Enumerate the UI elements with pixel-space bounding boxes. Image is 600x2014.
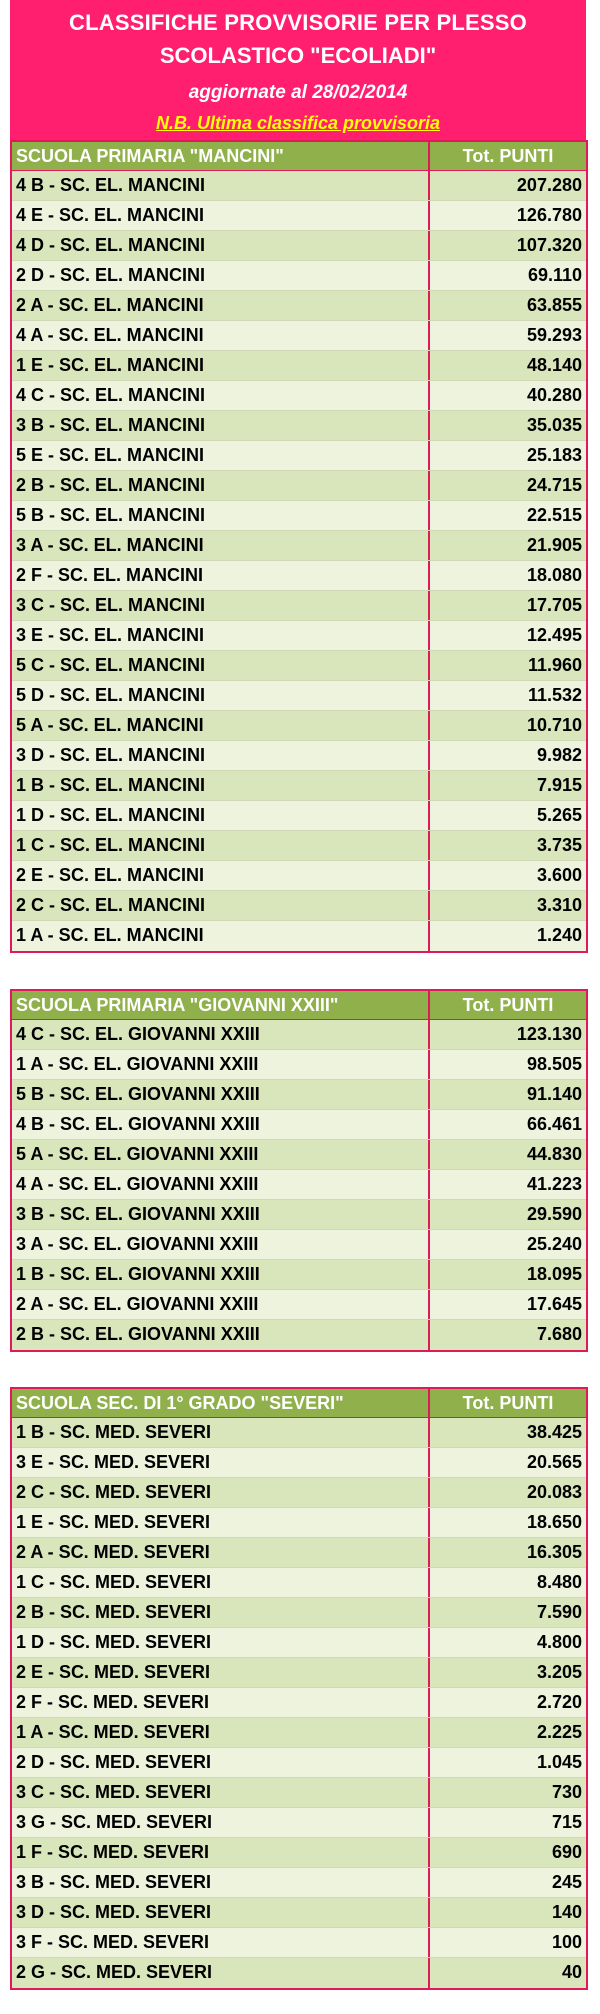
- table-giovanni-xxiii: [10, 989, 588, 1352]
- table-row: [12, 441, 586, 471]
- table-row: [12, 1170, 586, 1200]
- table-row: [12, 1050, 586, 1080]
- points-cell: 20.083: [526, 1482, 582, 1502]
- table-row: [12, 741, 586, 771]
- class-name-cell: 4 D - SC. EL. MANCINI: [12, 231, 430, 260]
- points-cell: 25.183: [526, 445, 582, 465]
- points-cell: 715: [551, 1812, 582, 1832]
- points-cell: 16.305: [526, 1542, 582, 1562]
- table-row: [12, 1320, 586, 1350]
- table-row: [12, 1748, 586, 1778]
- points-cell: 10.710: [526, 715, 582, 735]
- class-name-cell: 3 B - SC. EL. GIOVANNI XXIII: [12, 1200, 430, 1229]
- class-name-cell: 2 F - SC. EL. MANCINI: [12, 561, 430, 590]
- points-cell: 1.045: [536, 1752, 582, 1772]
- class-name-cell: 1 A - SC. MED. SEVERI: [12, 1718, 430, 1747]
- class-name-cell: 3 D - SC. MED. SEVERI: [12, 1898, 430, 1927]
- class-name-cell: 2 D - SC. EL. MANCINI: [12, 261, 430, 290]
- table-row: [12, 1928, 586, 1958]
- points-cell: 48.140: [526, 355, 582, 375]
- table-row: [12, 171, 586, 201]
- class-name-cell: 1 B - SC. EL. MANCINI: [12, 771, 430, 800]
- points-cell: 18.095: [526, 1264, 582, 1284]
- class-name-cell: 1 F - SC. MED. SEVERI: [12, 1838, 430, 1867]
- points-cell: 59.293: [526, 325, 582, 345]
- table-row: [12, 921, 586, 951]
- table-row: [12, 1020, 586, 1050]
- class-name-cell: 1 D - SC. MED. SEVERI: [12, 1628, 430, 1657]
- table-row: [12, 1478, 586, 1508]
- points-cell: 7.915: [536, 775, 582, 795]
- points-cell: 20.565: [526, 1452, 582, 1472]
- class-name-cell: 2 B - SC. EL. MANCINI: [12, 471, 430, 500]
- table-row: [12, 1628, 586, 1658]
- class-name-cell: 5 A - SC. EL. MANCINI: [12, 711, 430, 740]
- table-row: [12, 381, 586, 411]
- table-row: [12, 711, 586, 741]
- class-name-cell: 1 E - SC. MED. SEVERI: [12, 1508, 430, 1537]
- class-name-cell: 1 B - SC. EL. GIOVANNI XXIII: [12, 1260, 430, 1289]
- table-row: [12, 1080, 586, 1110]
- class-name-cell: 5 A - SC. EL. GIOVANNI XXIII: [12, 1140, 430, 1169]
- class-name-cell: 3 B - SC. EL. MANCINI: [12, 411, 430, 440]
- table-row: [12, 261, 586, 291]
- class-name-cell: 4 A - SC. EL. GIOVANNI XXIII: [12, 1170, 430, 1199]
- class-name-cell: 1 D - SC. EL. MANCINI: [12, 801, 430, 830]
- table-row: [12, 1140, 586, 1170]
- points-cell: 35.035: [526, 415, 582, 435]
- class-name-cell: 2 A - SC. MED. SEVERI: [12, 1538, 430, 1567]
- points-cell: 29.590: [526, 1204, 582, 1224]
- points-cell: 140: [551, 1902, 582, 1922]
- table-severi: [10, 1387, 588, 1990]
- class-name-cell: 5 D - SC. EL. MANCINI: [12, 681, 430, 710]
- points-cell: 38.425: [526, 1422, 582, 1442]
- table-row: [12, 411, 586, 441]
- class-name-cell: 2 B - SC. MED. SEVERI: [12, 1598, 430, 1627]
- class-name-cell: 2 A - SC. EL. GIOVANNI XXIII: [12, 1290, 430, 1319]
- class-name-cell: 3 B - SC. MED. SEVERI: [12, 1868, 430, 1897]
- table-row: [12, 1110, 586, 1140]
- class-name-cell: 3 C - SC. EL. MANCINI: [12, 591, 430, 620]
- table-row: [12, 1808, 586, 1838]
- points-cell: 18.650: [526, 1512, 582, 1532]
- points-cell: 11.960: [527, 655, 582, 675]
- points-cell: 17.705: [526, 595, 582, 615]
- class-name-cell: 2 C - SC. EL. MANCINI: [12, 891, 430, 920]
- table-row: [12, 1898, 586, 1928]
- column-header-points: Tot. PUNTI: [462, 146, 554, 166]
- points-cell: 63.855: [526, 295, 582, 315]
- class-name-cell: 3 F - SC. MED. SEVERI: [12, 1928, 430, 1957]
- column-header-points: Tot. PUNTI: [462, 1393, 554, 1413]
- table-row: [12, 1958, 586, 1988]
- class-name-cell: 2 G - SC. MED. SEVERI: [12, 1958, 430, 1988]
- class-name-cell: 3 D - SC. EL. MANCINI: [12, 741, 430, 770]
- class-name-cell: 5 B - SC. EL. MANCINI: [12, 501, 430, 530]
- points-cell: 1.240: [536, 925, 582, 945]
- column-header-points: Tot. PUNTI: [462, 995, 554, 1015]
- points-cell: 91.140: [526, 1084, 582, 1104]
- table-row: [12, 231, 586, 261]
- points-cell: 18.080: [526, 565, 582, 585]
- table-row: [12, 1868, 586, 1898]
- points-cell: 3.735: [536, 835, 582, 855]
- table-row: [12, 621, 586, 651]
- points-cell: 730: [551, 1782, 582, 1802]
- table-title: SCUOLA PRIMARIA "MANCINI": [12, 142, 430, 170]
- header-update-date: aggiornate al 28/02/2014: [188, 82, 408, 103]
- class-name-cell: 3 C - SC. MED. SEVERI: [12, 1778, 430, 1807]
- class-name-cell: 2 E - SC. EL. MANCINI: [12, 861, 430, 890]
- class-name-cell: 5 B - SC. EL. GIOVANNI XXIII: [12, 1080, 430, 1109]
- class-name-cell: 3 A - SC. EL. GIOVANNI XXIII: [12, 1230, 430, 1259]
- class-name-cell: 4 C - SC. EL. MANCINI: [12, 381, 430, 410]
- table-row: [12, 651, 586, 681]
- points-cell: 123.130: [516, 1024, 582, 1044]
- class-name-cell: 3 E - SC. MED. SEVERI: [12, 1448, 430, 1477]
- points-cell: 40.280: [526, 385, 582, 405]
- points-cell: 44.830: [526, 1144, 582, 1164]
- points-cell: 3.205: [536, 1662, 582, 1682]
- table-row: [12, 321, 586, 351]
- table-row: [12, 561, 586, 591]
- table-header-row: [12, 142, 586, 171]
- table-row: [12, 201, 586, 231]
- table-row: [12, 291, 586, 321]
- points-cell: 9.982: [536, 745, 582, 765]
- table-row: [12, 1778, 586, 1808]
- table-title: SCUOLA SEC. DI 1° GRADO "SEVERI": [12, 1389, 430, 1417]
- class-name-cell: 3 G - SC. MED. SEVERI: [12, 1808, 430, 1837]
- class-name-cell: 2 F - SC. MED. SEVERI: [12, 1688, 430, 1717]
- class-name-cell: 3 E - SC. EL. MANCINI: [12, 621, 430, 650]
- table-row: [12, 531, 586, 561]
- points-cell: 107.320: [516, 235, 582, 255]
- class-name-cell: 4 C - SC. EL. GIOVANNI XXIII: [12, 1020, 430, 1049]
- header-title-line-1: CLASSIFICHE PROVVISORIE PER PLESSO: [69, 10, 527, 35]
- page-header: [10, 0, 586, 140]
- points-cell: 207.280: [516, 175, 582, 195]
- points-cell: 69.110: [527, 265, 582, 285]
- table-row: [12, 1290, 586, 1320]
- table-row: [12, 1448, 586, 1478]
- points-cell: 66.461: [526, 1114, 582, 1134]
- class-name-cell: 5 E - SC. EL. MANCINI: [12, 441, 430, 470]
- points-cell: 690: [551, 1842, 582, 1862]
- points-cell: 25.240: [526, 1234, 582, 1254]
- points-cell: 98.505: [526, 1054, 582, 1074]
- points-cell: 41.223: [526, 1174, 582, 1194]
- class-name-cell: 1 E - SC. EL. MANCINI: [12, 351, 430, 380]
- class-name-cell: 2 D - SC. MED. SEVERI: [12, 1748, 430, 1777]
- table-row: [12, 471, 586, 501]
- table-title: SCUOLA PRIMARIA "GIOVANNI XXIII": [12, 991, 430, 1019]
- class-name-cell: 3 A - SC. EL. MANCINI: [12, 531, 430, 560]
- table-row: [12, 801, 586, 831]
- points-cell: 4.800: [536, 1632, 582, 1652]
- table-row: [12, 681, 586, 711]
- table-row: [12, 1658, 586, 1688]
- table-row: [12, 1418, 586, 1448]
- class-name-cell: 1 A - SC. EL. GIOVANNI XXIII: [12, 1050, 430, 1079]
- header-title-line-2: SCOLASTICO "ECOLIADI": [159, 43, 437, 68]
- table-row: [12, 1598, 586, 1628]
- points-cell: 11.532: [527, 685, 582, 705]
- table-row: [12, 1260, 586, 1290]
- table-row: [12, 1718, 586, 1748]
- points-cell: 5.265: [536, 805, 582, 825]
- class-name-cell: 1 B - SC. MED. SEVERI: [12, 1418, 430, 1447]
- points-cell: 3.600: [536, 865, 582, 885]
- table-row: [12, 861, 586, 891]
- class-name-cell: 2 C - SC. MED. SEVERI: [12, 1478, 430, 1507]
- class-name-cell: 4 A - SC. EL. MANCINI: [12, 321, 430, 350]
- points-cell: 12.495: [526, 625, 582, 645]
- table-row: [12, 1568, 586, 1598]
- table-row: [12, 591, 586, 621]
- table-row: [12, 351, 586, 381]
- class-name-cell: 4 B - SC. EL. GIOVANNI XXIII: [12, 1110, 430, 1139]
- table-mancini: [10, 140, 588, 953]
- points-cell: 7.590: [536, 1602, 582, 1622]
- points-cell: 126.780: [516, 205, 582, 225]
- points-cell: 22.515: [526, 505, 582, 525]
- points-cell: 24.715: [526, 475, 582, 495]
- points-cell: 8.480: [536, 1572, 582, 1592]
- points-cell: 245: [551, 1872, 582, 1892]
- points-cell: 2.720: [536, 1692, 582, 1712]
- points-cell: 17.645: [526, 1294, 582, 1314]
- points-cell: 2.225: [536, 1722, 582, 1742]
- class-name-cell: 2 B - SC. EL. GIOVANNI XXIII: [12, 1320, 430, 1350]
- class-name-cell: 2 A - SC. EL. MANCINI: [12, 291, 430, 320]
- table-row: [12, 1508, 586, 1538]
- header-note: N.B. Ultima classifica provvisoria: [155, 113, 441, 133]
- table-row: [12, 771, 586, 801]
- table-header-row: [12, 991, 586, 1020]
- points-cell: 40: [561, 1962, 582, 1982]
- table-row: [12, 1688, 586, 1718]
- class-name-cell: 4 E - SC. EL. MANCINI: [12, 201, 430, 230]
- points-cell: 100: [551, 1932, 582, 1952]
- class-name-cell: 5 C - SC. EL. MANCINI: [12, 651, 430, 680]
- points-cell: 3.310: [536, 895, 582, 915]
- table-row: [12, 891, 586, 921]
- class-name-cell: 1 A - SC. EL. MANCINI: [12, 921, 430, 951]
- table-row: [12, 1838, 586, 1868]
- table-row: [12, 501, 586, 531]
- class-name-cell: 1 C - SC. EL. MANCINI: [12, 831, 430, 860]
- class-name-cell: 4 B - SC. EL. MANCINI: [12, 171, 430, 200]
- table-row: [12, 1230, 586, 1260]
- table-row: [12, 1200, 586, 1230]
- class-name-cell: 1 C - SC. MED. SEVERI: [12, 1568, 430, 1597]
- class-name-cell: 2 E - SC. MED. SEVERI: [12, 1658, 430, 1687]
- table-row: [12, 831, 586, 861]
- table-header-row: [12, 1389, 586, 1418]
- points-cell: 21.905: [526, 535, 582, 555]
- points-cell: 7.680: [536, 1324, 582, 1344]
- table-row: [12, 1538, 586, 1568]
